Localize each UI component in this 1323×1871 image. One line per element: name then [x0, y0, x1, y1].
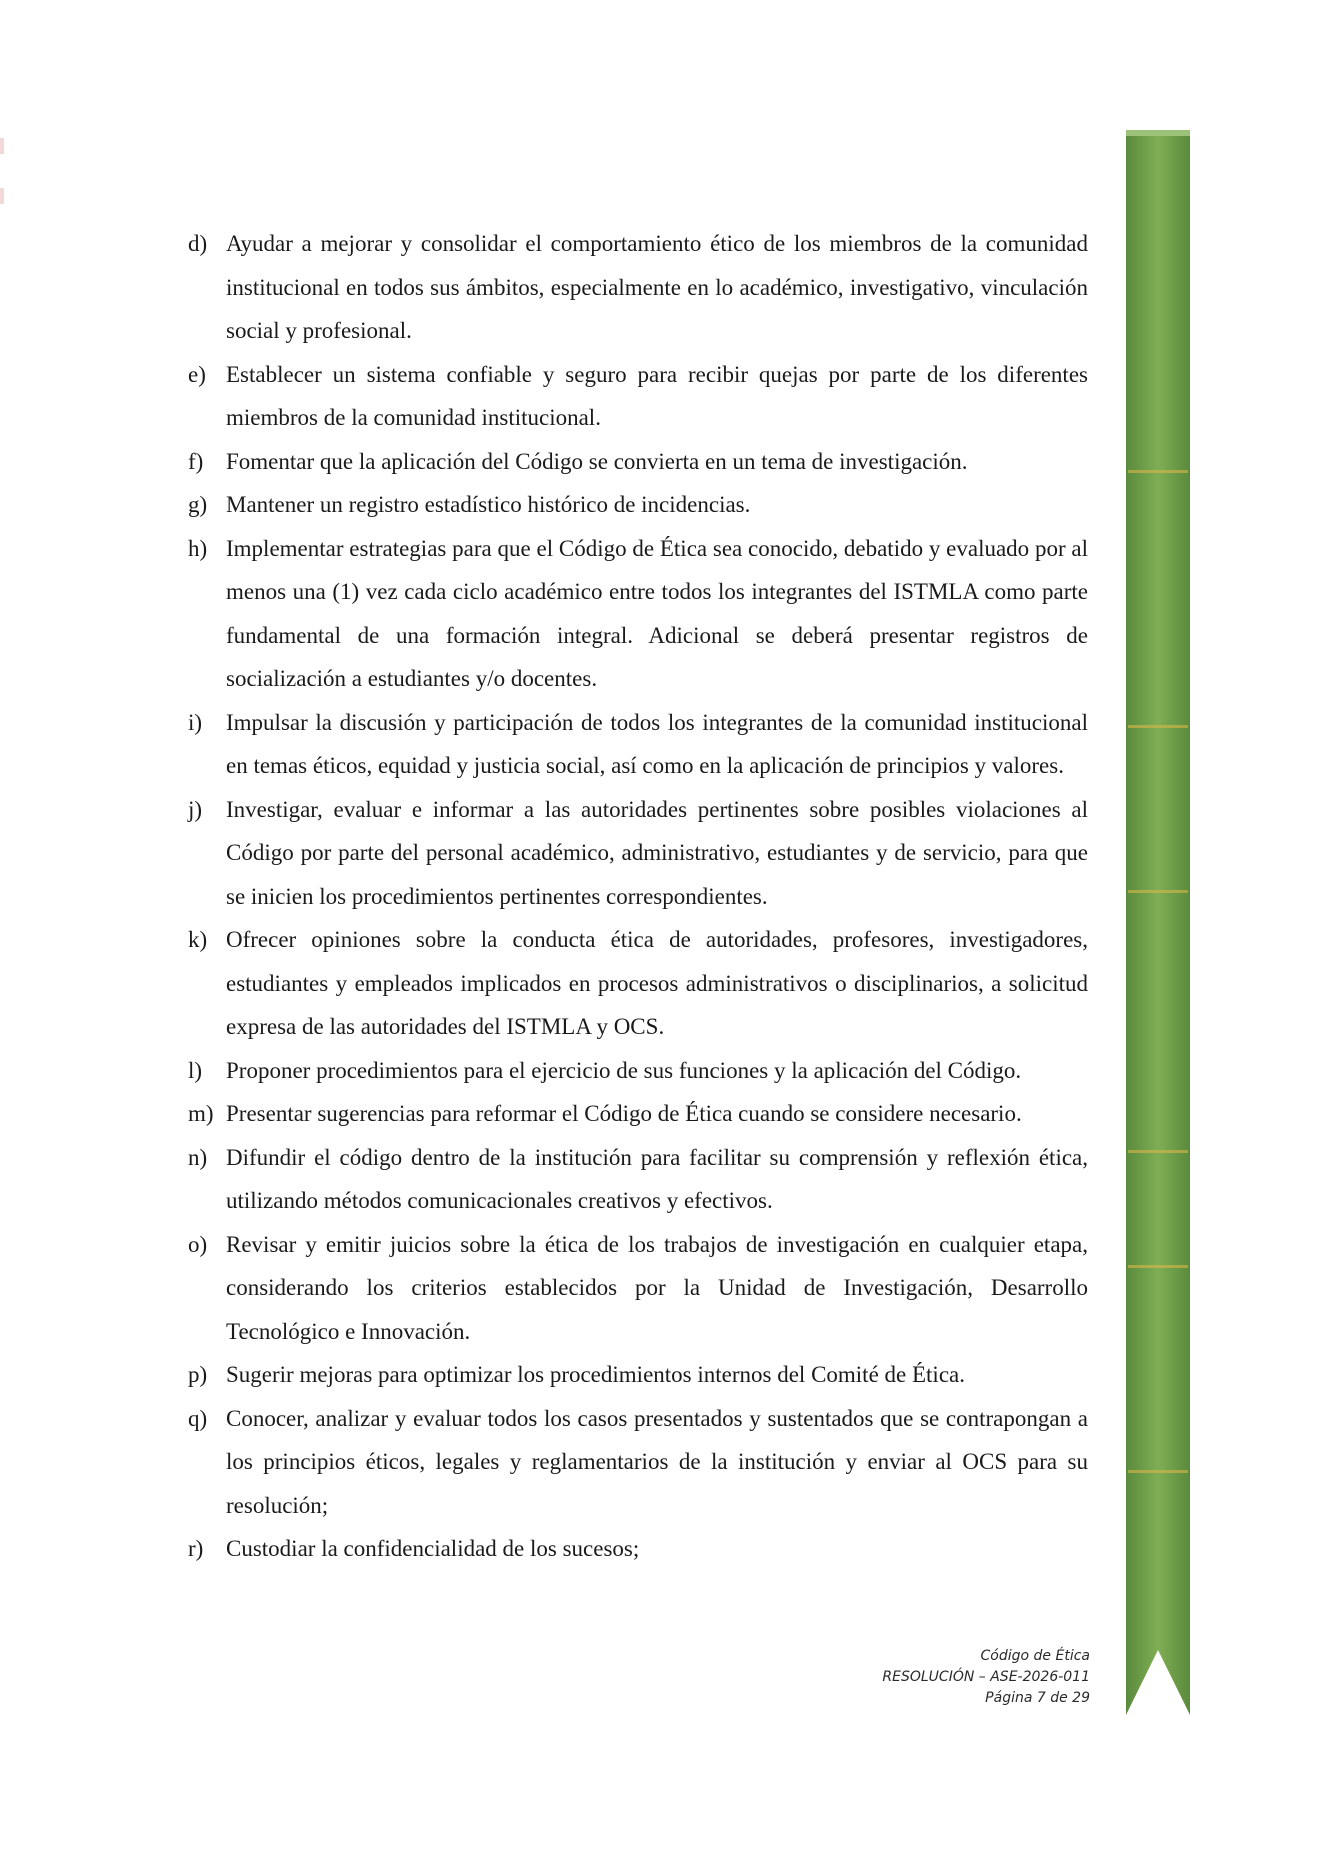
list-item-text: Revisar y emitir juicios sobre la ética de los trabajos de investigación en cualquier etapa, considerando los criterios establecidos por la Unidad de Investigación, Desarrollo Tecnológico e Innovación.	[226, 1231, 1088, 1344]
list-item	[188, 353, 1088, 440]
ribbon-stripe	[1128, 1150, 1188, 1153]
list-marker: p)	[188, 1362, 208, 1387]
list-marker: m)	[188, 1101, 214, 1126]
list-item	[188, 1397, 1088, 1528]
list-marker: q)	[188, 1405, 208, 1431]
list-item	[188, 527, 1088, 701]
list-marker: h)	[188, 535, 208, 561]
list-marker: e)	[188, 361, 206, 387]
list-item-text: Proponer procedimientos para el ejercicio de sus funciones y la aplicación del Código.	[226, 1057, 1022, 1083]
list-item	[188, 1092, 1088, 1136]
list-item-text: Mantener un registro estadístico histórico de incidencias.	[226, 492, 751, 517]
ribbon-stripe	[1128, 470, 1188, 473]
list-item-text: Establecer un sistema confiable y seguro para recibir quejas por parte de los diferentes miembros de la comunidad institucional.	[226, 361, 1088, 430]
list-item	[188, 918, 1088, 1049]
list-item	[188, 1136, 1088, 1223]
list-item	[188, 701, 1088, 788]
list-marker: l)	[188, 1057, 203, 1083]
list-item-text: Implementar estrategias para que el Código de Ética sea conocido, debatido y evaluado por al menos una (1) vez cada ciclo académico entre todos los integrantes del ISTMLA como parte fundamental de una formación integral. Adicional se deberá presentar registros de socialización a estudiantes y/o docentes.	[226, 535, 1088, 691]
green-bookmark-ribbon-icon	[1120, 130, 1196, 1715]
list-marker: o)	[188, 1231, 208, 1257]
list-item-text: Presentar sugerencias para reformar el Código de Ética cuando se considere necesario.	[226, 1101, 1022, 1126]
scan-edge-mark	[0, 188, 4, 204]
list-marker: k)	[188, 927, 208, 952]
list-marker: n)	[188, 1144, 208, 1170]
list-item-text: Impulsar la discusión y participación de todos los integrantes de la comunidad institucional en temas éticos, equidad y justicia social, así como en la aplicación de principios y valores.	[226, 709, 1088, 778]
list-item-text: Sugerir mejoras para optimizar los procedimientos internos del Comité de Ética.	[226, 1362, 965, 1387]
ribbon-stripe	[1128, 725, 1188, 728]
ribbon-stripe	[1128, 1265, 1188, 1268]
list-marker: j)	[188, 796, 203, 822]
list-item	[188, 1049, 1088, 1093]
list-marker: i)	[188, 709, 203, 735]
list-marker: d)	[188, 231, 208, 256]
list-item	[188, 1527, 1088, 1571]
page-footer	[882, 1646, 1090, 1709]
list-item	[188, 1353, 1088, 1397]
list-item-text: Ayudar a mejorar y consolidar el comportamiento ético de los miembros de la comunidad institucional en todos sus ámbitos, especialmente en lo académico, investigativo, vinculación social y profesional.	[226, 231, 1088, 343]
list-item-text: Conocer, analizar y evaluar todos los casos presentados y sustentados que se contrapongan a los principios éticos, legales y reglamentarios de la institución y enviar al OCS para su resolución;	[226, 1405, 1088, 1518]
list-item-text: Ofrecer opiniones sobre la conducta ética de autoridades, profesores, investigadores, estudiantes y empleados implicados en procesos administrativos o disciplinarios, a solicitud expresa de las autoridades del ISTMLA y OCS.	[226, 927, 1088, 1039]
list-item-text: Fomentar que la aplicación del Código se convierta en un tema de investigación.	[226, 448, 968, 474]
ribbon-stripe	[1128, 890, 1188, 893]
list-item-text: Difundir el código dentro de la institución para facilitar su comprensión y reflexión ética, utilizando métodos comunicacionales creativos y efectivos.	[226, 1144, 1088, 1213]
list-item	[188, 788, 1088, 919]
footer-page-number: Página 7 de 29	[985, 1690, 1090, 1706]
list-item	[188, 222, 1088, 353]
ribbon-stripe	[1128, 1470, 1188, 1473]
functions-list	[188, 222, 1088, 1571]
list-item-text: Custodiar la confidencialidad de los sucesos;	[226, 1536, 640, 1561]
list-marker: r)	[188, 1536, 204, 1561]
list-marker: g)	[188, 492, 208, 517]
list-item	[188, 440, 1088, 484]
list-item-text: Investigar, evaluar e informar a las autoridades pertinentes sobre posibles violaciones al Código por parte del personal académico, administrativo, estudiantes y de servicio, para que se inicien los procedimientos pertinentes correspondientes.	[226, 796, 1088, 909]
footer-document-title: Código de Ética	[980, 1648, 1090, 1664]
list-item	[188, 483, 1088, 527]
list-item	[188, 1223, 1088, 1354]
list-marker: f)	[188, 448, 204, 474]
scan-edge-mark	[0, 138, 4, 154]
footer-resolution: RESOLUCIÓN – ASE-2026-011	[882, 1669, 1090, 1685]
